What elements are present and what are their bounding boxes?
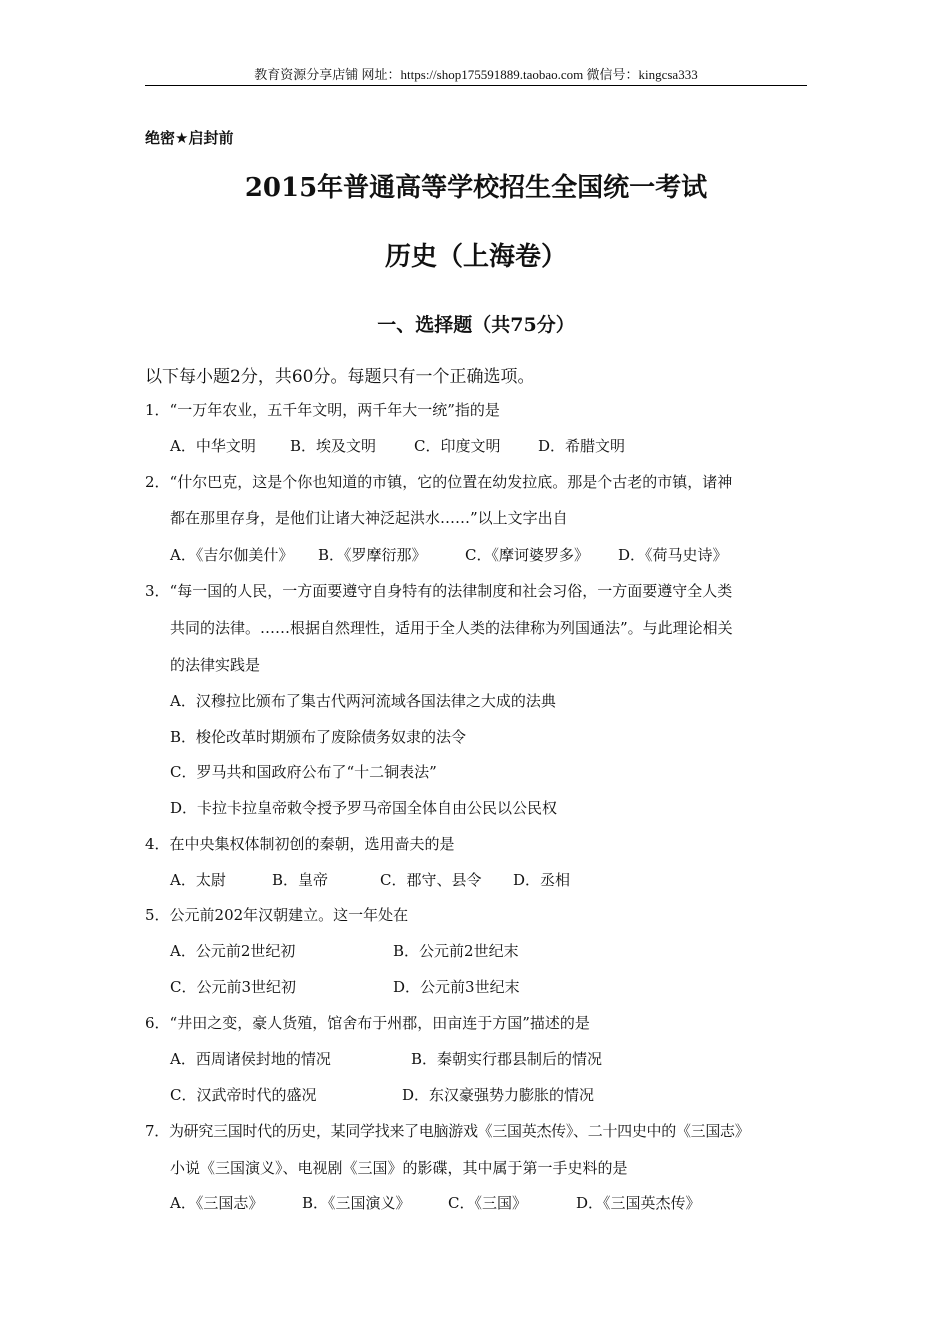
- question-7-option-a: A．《三国志》: [170, 1194, 264, 1212]
- question-2-option-b: B．《罗摩衍那》: [318, 546, 427, 564]
- question-6-option-a: A．西周诸侯封地的情况: [170, 1050, 331, 1068]
- question-2-option-c: C．《摩诃婆罗多》: [465, 546, 589, 564]
- question-6-option-d: D．东汉豪强势力膨胀的情况: [402, 1086, 595, 1104]
- question-4-option-b: B．皇帝: [272, 871, 329, 889]
- question-3-stem-cont-1: 共同的法律。……根据自然理性，适用于全人类的法律称为列国通法”。与此理论相关: [170, 619, 733, 637]
- question-4-stem: 4．在中央集权体制初创的秦朝，选用啬夫的是: [145, 835, 455, 853]
- header-divider: [145, 85, 807, 86]
- question-2-option-d: D．《荷马史诗》: [618, 546, 728, 564]
- question-6-option-c: C．汉武帝时代的盛况: [170, 1086, 317, 1104]
- question-6-option-b: B．秦朝实行郡县制后的情况: [411, 1050, 603, 1068]
- question-7-stem: 7．为研究三国时代的历史，某同学找来了电脑游戏《三国英杰传》、二十四史中的《三国志》: [145, 1122, 750, 1140]
- question-2-stem: 2．“什尔巴克，这是个你也知道的市镇，它的位置在幼发拉底。那是个古老的市镇，诸神: [145, 473, 733, 491]
- question-7-option-d: D．《三国英杰传》: [576, 1194, 701, 1212]
- question-5-option-c: C．公元前3世纪初: [170, 978, 297, 996]
- question-1-option-b: B．埃及文明: [290, 437, 377, 455]
- question-5-stem: 5．公元前202年汉朝建立。这一年处在: [145, 906, 409, 924]
- question-5-option-d: D．公元前3世纪末: [393, 978, 520, 996]
- section-heading: 一、选择题（共75分）: [377, 314, 575, 336]
- question-3-option-a: A．汉穆拉比颁布了集古代两河流域各国法律之大成的法典: [170, 692, 556, 710]
- question-3-stem-cont-2: 的法律实践是: [170, 656, 261, 674]
- page-header: 教育资源分享店铺 网址：https://shop175591889.taobao.com 微信号：kingcsa333: [254, 67, 698, 82]
- question-3-option-b: B．梭伦改革时期颁布了废除债务奴隶的法令: [170, 728, 467, 746]
- question-3-option-d: D．卡拉卡拉皇帝敕令授予罗马帝国全体自由公民以公民权: [170, 799, 558, 817]
- section-instruction: 以下每小题2分，共60分。每题只有一个正确选项。: [145, 367, 535, 387]
- question-5-option-b: B．公元前2世纪末: [393, 942, 519, 960]
- question-1-option-d: D．希腊文明: [538, 437, 626, 455]
- question-7-option-c: C．《三国》: [448, 1194, 527, 1212]
- exam-title: 2015年普通高等学校招生全国统一考试: [244, 173, 708, 203]
- question-4-option-c: C．郡守、县令: [380, 871, 482, 889]
- exam-subtitle: 历史（上海卷）: [384, 242, 567, 272]
- question-2-stem-cont: 都在那里存身，是他们让诸大神泛起洪水……”以上文字出自: [170, 509, 568, 527]
- question-7-stem-cont: 小说《三国演义》、电视剧《三国》的影碟，其中属于第一手史料的是: [170, 1159, 628, 1177]
- question-1-stem: 1．“一万年农业，五千年文明，两千年大一统”指的是: [145, 401, 500, 419]
- question-1-option-a: A．中华文明: [170, 437, 256, 455]
- question-7-option-b: B．《三国演义》: [302, 1194, 411, 1212]
- question-1-option-c: C．印度文明: [414, 437, 501, 455]
- question-4-option-a: A．太尉: [170, 871, 226, 889]
- question-2-option-a: A．《吉尔伽美什》: [170, 546, 294, 564]
- question-3-option-c: C．罗马共和国政府公布了“十二铜表法”: [170, 763, 437, 781]
- question-3-stem: 3．“每一国的人民，一方面要遵守自身特有的法律制度和社会习俗，一方面要遵守全人类: [145, 582, 733, 600]
- confidential-mark: 绝密★启封前: [145, 129, 234, 147]
- question-4-option-d: D．丞相: [513, 871, 571, 889]
- question-6-stem: 6．“井田之变，豪人货殖，馆舍布于州郡，田亩连于方国”描述的是: [145, 1014, 590, 1032]
- question-5-option-a: A．公元前2世纪初: [170, 942, 296, 960]
